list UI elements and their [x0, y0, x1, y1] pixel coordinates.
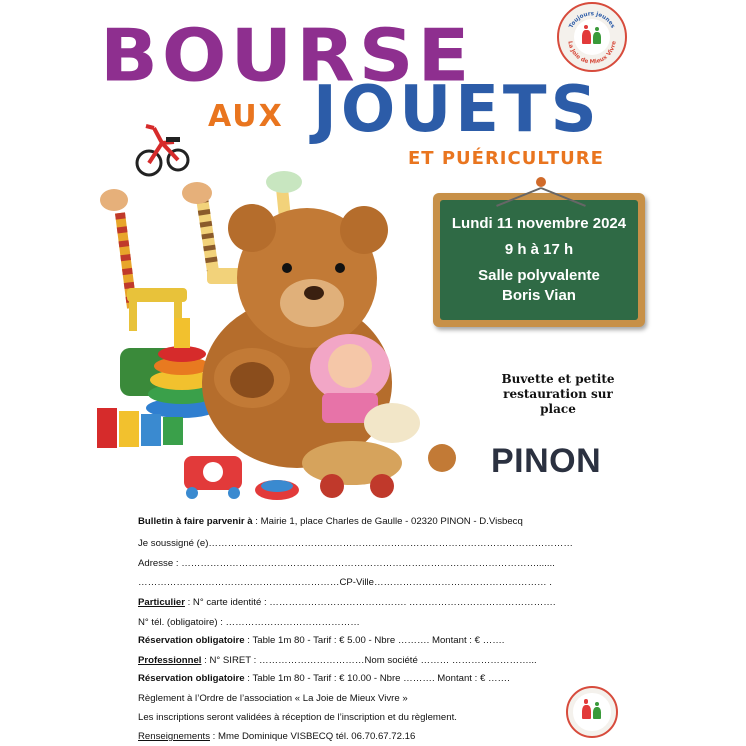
- particulier-id: : N° carte identité : ……………………………………. ……………………………………….: [184, 597, 556, 608]
- title-aux: AUX: [208, 99, 284, 134]
- event-date: Lundi 11 novembre 2024: [451, 214, 627, 232]
- title-jouets: JOUETS: [313, 73, 601, 147]
- professionnel-siret: : N° SIRET : ……………………………Nom société ……… ……………………...: [201, 655, 537, 666]
- form-row-contact: [138, 731, 415, 742]
- event-venue-line2: Boris Vian: [502, 287, 576, 305]
- reservation-particulier-details: : Table 1m 80 - Tarif : € 5.00 - Nbre ………. Montant : € …….: [244, 635, 505, 646]
- event-hours: 9 h à 17 h: [504, 240, 574, 258]
- form-row-particulier: [138, 597, 556, 608]
- form-row-undersigned: Je soussigné (e)……………………………………………………………………………………………………: [138, 538, 573, 549]
- title-puericulture: ET PUÉRICULTURE: [408, 148, 604, 169]
- svg-text:La Joie de Mieux Vivre: La Joie de Mieux Vivre: [566, 40, 618, 66]
- buvette-note: Buvette et petite restauration sur place: [501, 372, 615, 416]
- form-row-cp-ville: ………………………………………………………CP-Ville……………………………………………… .: [138, 577, 552, 588]
- reservation-professionnel-details: : Table 1m 80 - Tarif : € 10.00 - Nbre ………. Montant : € …….: [244, 673, 510, 684]
- toys-illustration: [92, 118, 462, 508]
- tricycle-icon: [137, 126, 188, 175]
- association-logo-top: [557, 2, 627, 72]
- form-row-reservation-professionnel: [138, 673, 510, 684]
- event-venue-line1: Salle polyvalente: [478, 267, 600, 284]
- svg-text:Toujours jeunes: Toujours jeunes: [568, 11, 616, 30]
- particulier-label: Particulier: [138, 597, 185, 608]
- logo-figures-icon: [574, 19, 610, 55]
- spinning-top-icon: [255, 480, 299, 500]
- form-row-validation: Les inscriptions seront validées à réception de l’inscription et du règlement.: [138, 712, 457, 723]
- board-content: [440, 200, 638, 320]
- association-logo-bottom: [566, 686, 618, 738]
- title-bourse: BOURSE: [100, 13, 474, 98]
- send-to-address: : Mairie 1, place Charles de Gaulle - 02320 PINON - D.Visbecq: [252, 516, 523, 527]
- form-row-payment: Règlement à l’Ordre de l’association « La Joie de Mieux Vivre »: [138, 693, 408, 704]
- form-row-phone: N° tél. (obligatoire) : ……………………………………: [138, 617, 360, 628]
- contact-label: Renseignements: [138, 731, 210, 742]
- form-row-professionnel: [138, 655, 537, 666]
- giraffe-left-icon: [100, 189, 187, 331]
- form-row-reservation-particulier: [138, 635, 504, 646]
- town-name: PINON: [491, 442, 602, 480]
- professionnel-label: Professionnel: [138, 655, 202, 666]
- toy-phone-icon: [184, 456, 242, 499]
- reservation-label: Réservation obligatoire: [138, 635, 245, 646]
- form-row-address: Adresse : ………………………………………………………………………………………………….......: [138, 558, 555, 569]
- form-row-send-to: [138, 516, 523, 527]
- event-chalkboard: [433, 193, 645, 327]
- contact-details: : Mme Dominique VISBECQ tél. 06.70.67.72.16: [210, 731, 416, 742]
- logo-figures-icon-small: [573, 693, 610, 730]
- send-to-label: Bulletin à faire parvenir à: [138, 516, 253, 527]
- board-nail-icon: [536, 177, 546, 187]
- reservation-label-pro: Réservation obligatoire: [138, 673, 245, 684]
- ring-stacker-icon: [120, 318, 218, 418]
